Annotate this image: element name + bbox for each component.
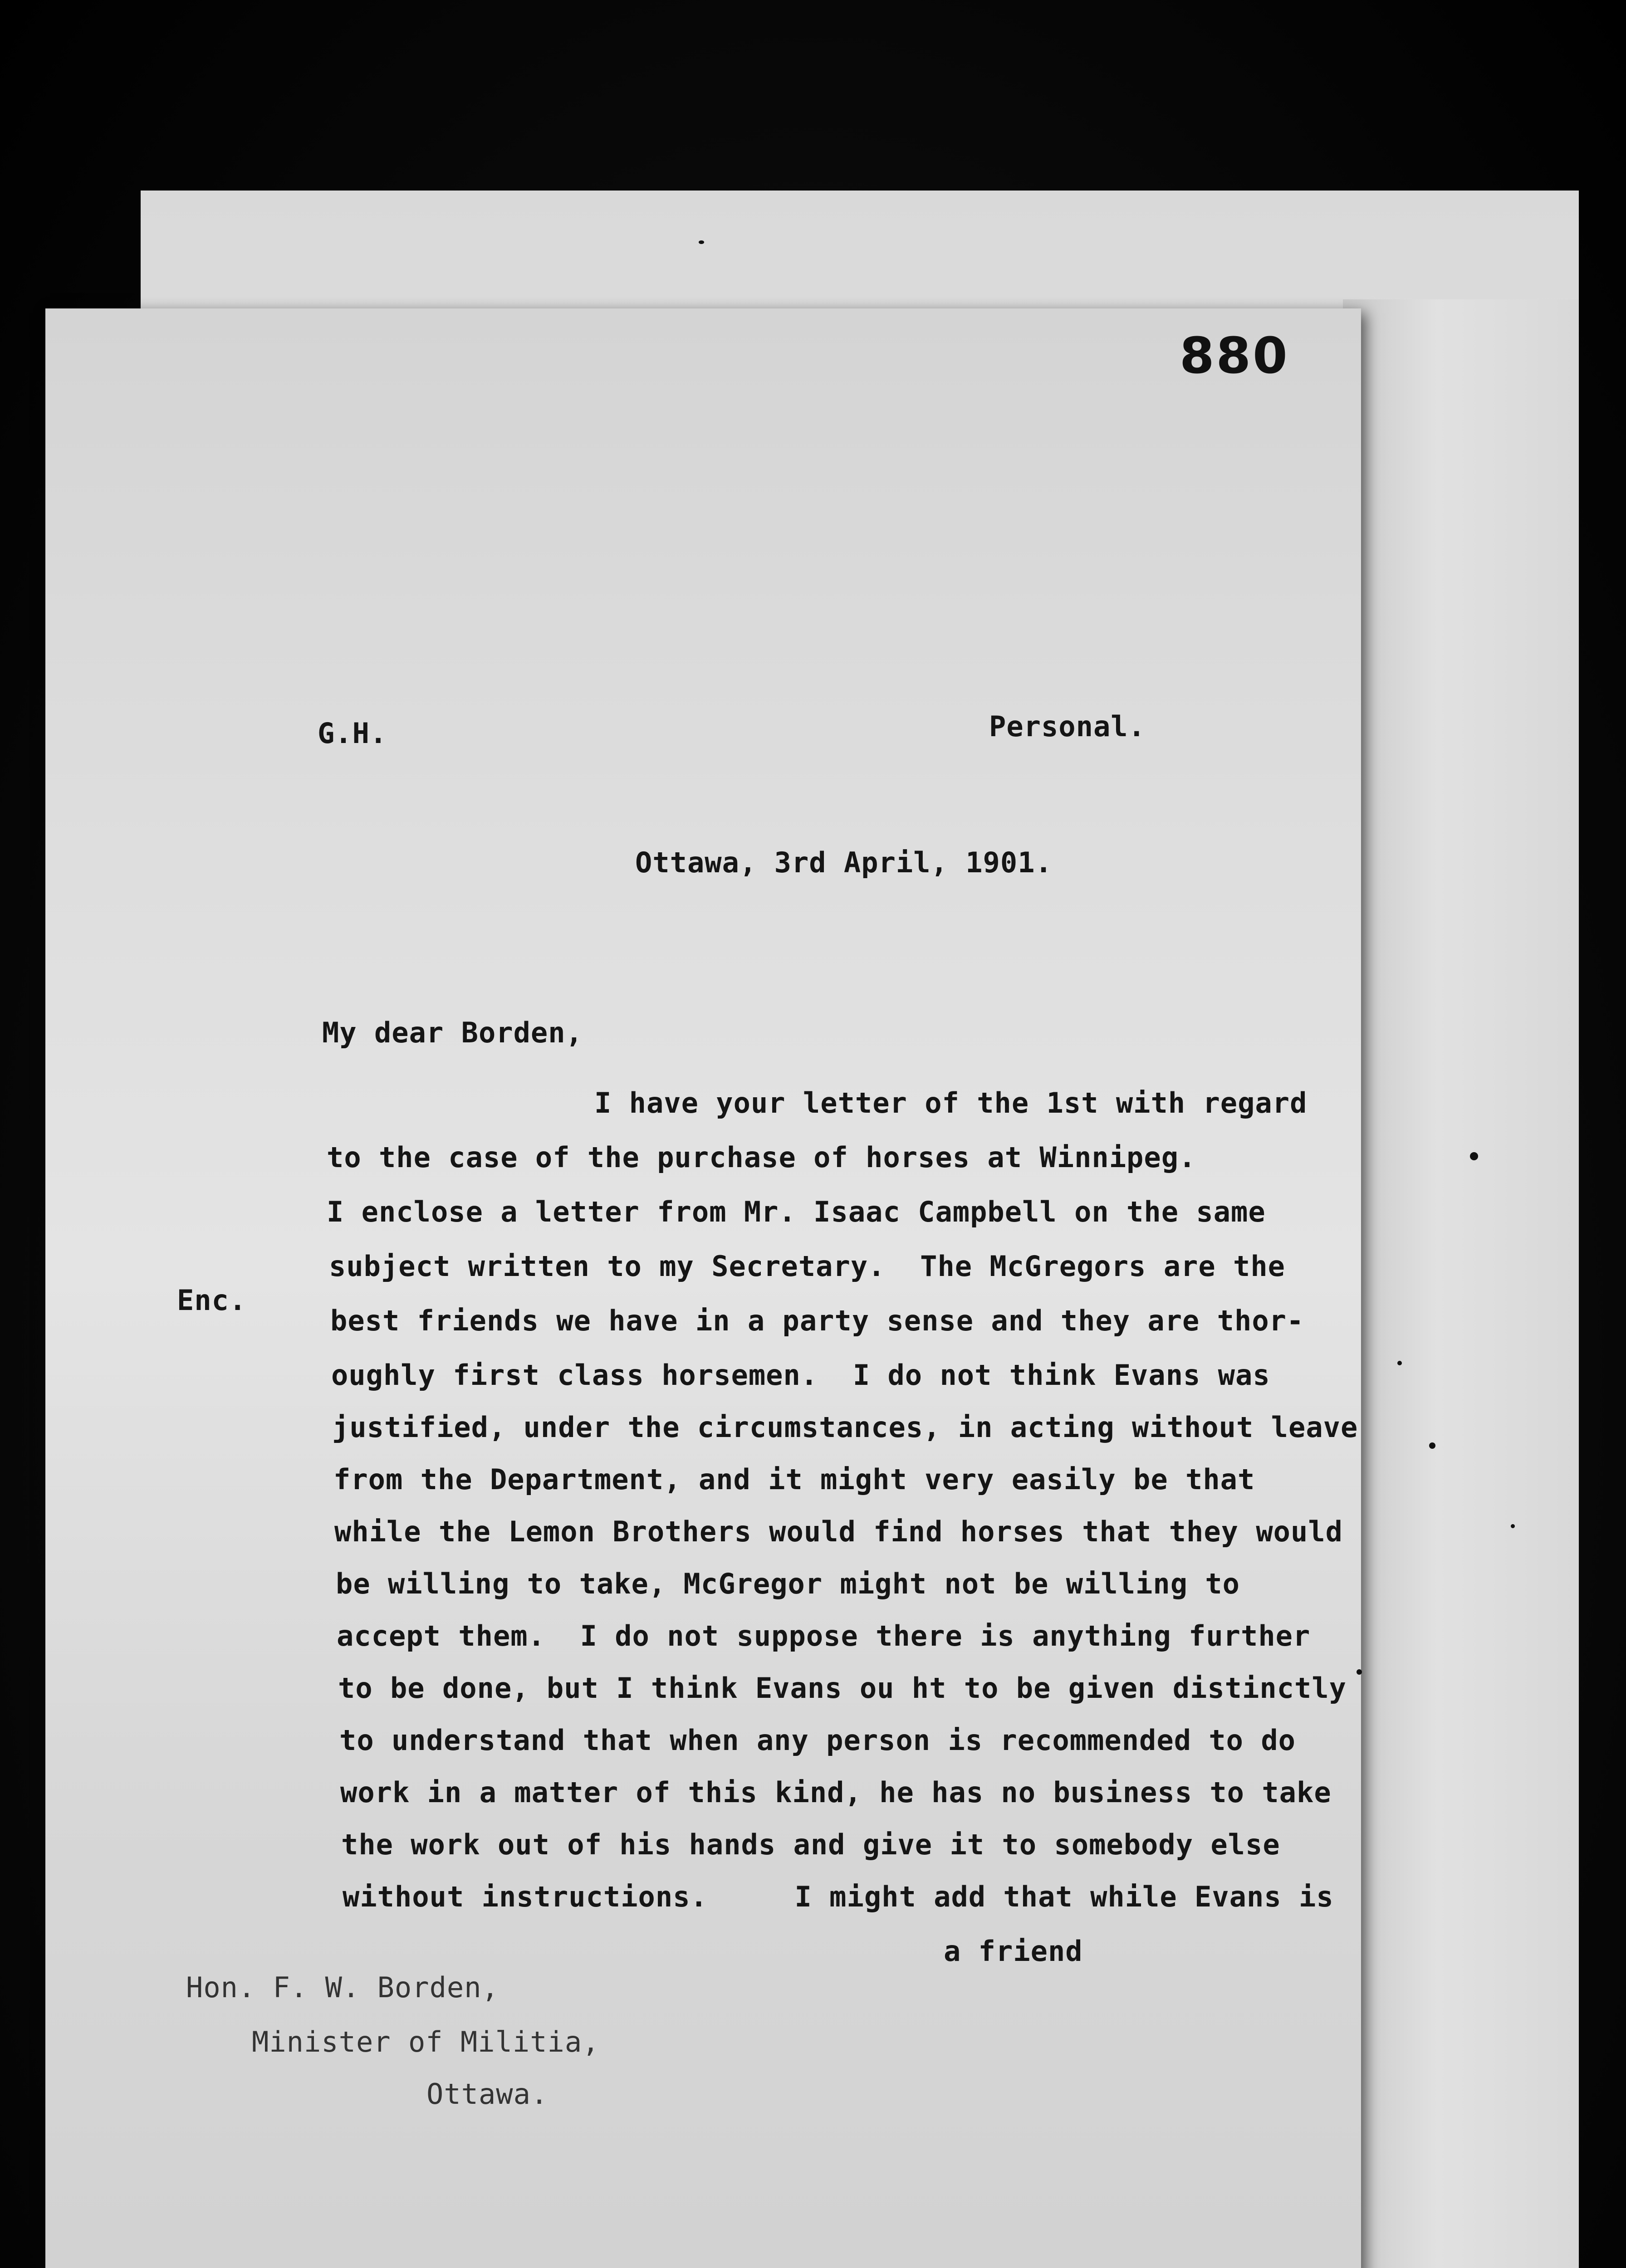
body-line: I have your letter of the 1st with regard <box>594 1086 1308 1119</box>
addressee-title: Minister of Militia, <box>252 2025 600 2058</box>
header-marking: Personal. <box>989 710 1146 743</box>
ink-speck <box>1511 1524 1515 1528</box>
body-line: to understand that when any person is recommended to do <box>339 1724 1296 1757</box>
body-line: the work out of his hands and give it to somebody else <box>341 1828 1280 1861</box>
body-line: accept them. I do not suppose there is anything further <box>337 1619 1311 1652</box>
body-line: best friends we have in a party sense and they are thor- <box>330 1304 1304 1337</box>
body-line: from the Department, and it might very easily be that <box>333 1463 1255 1496</box>
body-line: be willing to take, McGregor might not be willing to <box>336 1567 1240 1600</box>
margin-note-enclosure: Enc. <box>177 1284 247 1317</box>
body-line: without instructions. I might add that while Evans is <box>343 1880 1334 1913</box>
body-line: to be done, but I think Evans ou ht to be given distinctly <box>338 1672 1347 1705</box>
header-initials: G.H. <box>318 717 387 750</box>
body-line: justified, under the circumstances, in acting without leave <box>332 1411 1358 1444</box>
body-line: subject written to my Secretary. The McGregors are the <box>329 1250 1285 1283</box>
folio-number: 880 <box>1180 327 1289 385</box>
ink-speck <box>1357 1669 1362 1675</box>
place-date: Ottawa, 3rd April, 1901. <box>635 846 1053 879</box>
ink-speck <box>1470 1152 1478 1160</box>
body-line: to the case of the purchase of horses at Winnipeg. <box>327 1141 1196 1174</box>
ink-speck <box>699 240 704 244</box>
body-line: work in a matter of this kind, he has no business to take <box>340 1776 1332 1809</box>
body-line: while the Lemon Brothers would find horses that they would <box>334 1515 1343 1548</box>
ink-speck <box>1397 1361 1402 1365</box>
addressee-name: Hon. F. W. Borden, <box>186 1971 499 2004</box>
body-line: oughly first class horsemen. I do not think Evans was <box>331 1359 1270 1392</box>
addressee-city: Ottawa. <box>426 2077 549 2111</box>
ink-speck <box>1429 1442 1435 1449</box>
catchword: a friend <box>944 1935 1083 1968</box>
backing-sheet-right-edge <box>1343 299 1579 2268</box>
salutation: My dear Borden, <box>322 1016 583 1049</box>
body-line: I enclose a letter from Mr. Isaac Campbell on the same <box>327 1195 1266 1228</box>
